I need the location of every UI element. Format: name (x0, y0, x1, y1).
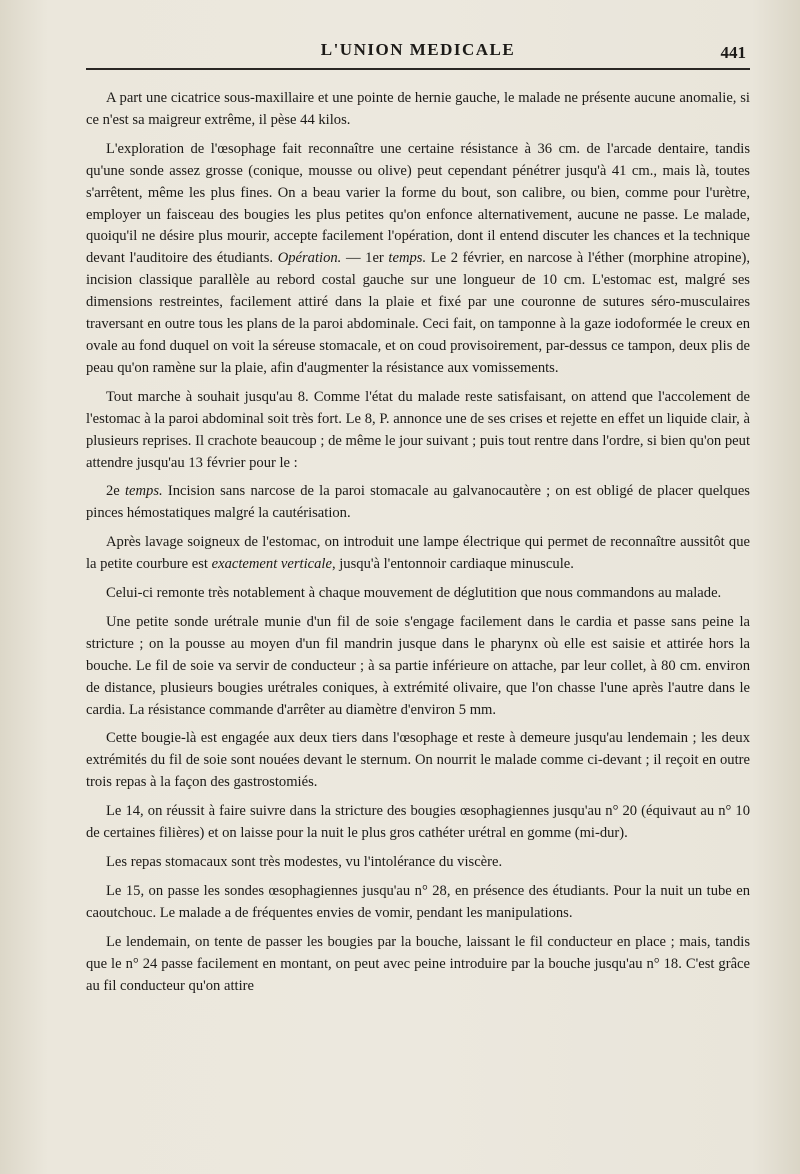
paragraph-text: , jusqu'à l'entonnoir cardiaque minuscule. (331, 556, 574, 573)
step-label: temps. (124, 483, 163, 500)
running-title: L'UNION MEDICALE (320, 40, 516, 59)
paragraph (86, 583, 750, 605)
paragraph-text: A part une cicatrice sous-maxillaire et une pointe de hernie gauche, le malade ne présente aucune anomalie, si ce n'est sa maigreur extrême, il pèse 44 kilos. (86, 90, 750, 128)
paragraph-text: Une petite sonde urétrale munie d'un fil de soie s'engage facilement dans le cardia et passe sans peine la stricture ; on la pousse au moyen d'un fil mandrin jusque dans le pharynx où elle est saisie et attirée hors la bouche. Le fil de soie va servir de conducteur ; à sa partie inférieure on attache, par leur collet, à 80 cm. environ de distance, plusieurs bougies urétrales coniques, à extrémité olivaire, que l'on chasse l'une après l'autre dans le cardia. La résistance commande d'arrêter au diamètre d'environ 5 mm. (86, 613, 750, 718)
paragraph (86, 139, 750, 380)
step-number: — 1er (341, 250, 389, 267)
paragraph-text: Incision sans narcose de la paroi stomacale au galvanocautère ; on est obligé de placer quelques pinces hémostatiques malgré la cautérisation. (86, 483, 750, 522)
paragraph-text: Celui-ci remonte très notablement à chaque mouvement de déglutition que nous commandons au malade. (106, 585, 722, 602)
paragraph-text: Tout marche à souhait jusqu'au 8. Comme l'état du malade reste satisfaisant, on attend que l'accolement de l'estomac à la paroi abdominal soit très fort. Le 8, P. annonce une de ses crises et rejette en effet un liquide clair, à plusieurs reprises. Il crachote beaucoup ; de même le jour suivant ; puis tout rentre dans l'ordre, si bien qu'on peut attendre jusqu'au 13 février pour le : (86, 388, 750, 471)
paragraph (86, 728, 750, 794)
paragraph-text: Les repas stomacaux sont très modestes, vu l'intolérance du viscère. (106, 854, 503, 870)
paragraph-text: Le lendemain, on tente de passer les bougies par la bouche, laissant le fil conducteur en place ; mais, tandis que le n° 24 passe facilement en montant, on peut avec peine introduire par la bouche jusqu'au n° 18. C'est grâce au fil conducteur qu'on attire (86, 933, 750, 994)
paragraph (86, 852, 750, 874)
paragraph-text: Le 14, on réussit à faire suivre dans la stricture des bougies œsophagiennes jusqu'au n° 20 (équivaut au n° 10 de certaines filières) et on laisse pour la nuit le plus gros cathéter urétral en gomme (mi-dur). (86, 803, 750, 842)
paragraph-text: Cette bougie-là est engagée aux deux tiers dans l'œsophage et reste à demeure jusqu'au lendemain ; les deux extrémités du fil de soie sont nouées devant le sternum. On nourrit le malade comme ci-devant ; il reçoit en outre trois repas à la façon des gastrostomiés. (86, 730, 750, 791)
emphasis-text: exactement verticale (211, 556, 332, 573)
page-header (86, 40, 750, 76)
paragraph-text: Le 2 février, en narcose à l'éther (morphine atropine), incision classique parallèle au rebord costal gauche sur une longueur de 10 cm. L'estomac est, malgré ses dimensions restreintes, facilement attiré dans la plaie et fixé par une couronne de sutures séro-musculaires traversant en outre tous les plans de la paroi abdominale. Ceci fait, on tamponne à la gaze iodoformée le creux en ovale au fond duquel on voit la séreuse stomacale, et on coud provisoirement, par-dessus ce tampon, deux plis de peau qu'on ramène sur la plaie, afin d'augmenter la résistance aux vomissements. (86, 250, 750, 376)
paragraph-text: L'exploration de l'œsophage fait reconnaître une certaine résistance à 36 cm. de l'arcade dentaire, tandis qu'une sonde assez grosse (conique, mousse ou olive) peut cependant pénétrer jusqu'à 41 cm., mais là, toutes s'arrêtent, même les plus fines. On a beau varier la forme du bout, son calibre, ou bien, comme pour l'urètre, employer un faisceau des bougies les plus petites qu'on enfonce alternativement, aucune ne passe. Le malade, quoiqu'il ne désire plus mourir, accepte facilement l'opération, dont il entend discuter les chances et la technique devant l'auditoire des étudiants. (86, 140, 750, 267)
page-number: 441 (720, 43, 746, 62)
paragraph-text: Après lavage soigneux de l'estomac, on introduit une lampe électrique qui permet de reconnaître aussitôt que la petite courbure est (86, 534, 750, 573)
paragraph (86, 801, 750, 845)
paragraph (86, 88, 750, 132)
paragraph (86, 481, 750, 525)
paragraph (86, 932, 750, 998)
paragraph-text: Le 15, on passe les sondes œsophagiennes jusqu'au n° 28, en présence des étudiants. Pour la nuit un tube en caoutchouc. Le malade a de fréquentes envies de vomir, pendant les manipulations. (86, 882, 750, 921)
paragraph (86, 612, 750, 722)
step-number: 2e (106, 483, 125, 500)
section-label-operation: Opération. (277, 250, 342, 267)
paragraph (86, 881, 750, 925)
paragraph (86, 387, 750, 475)
article-body (86, 88, 750, 1004)
paragraph (86, 532, 750, 576)
step-label: temps. (388, 250, 427, 267)
header-rule (86, 68, 750, 70)
